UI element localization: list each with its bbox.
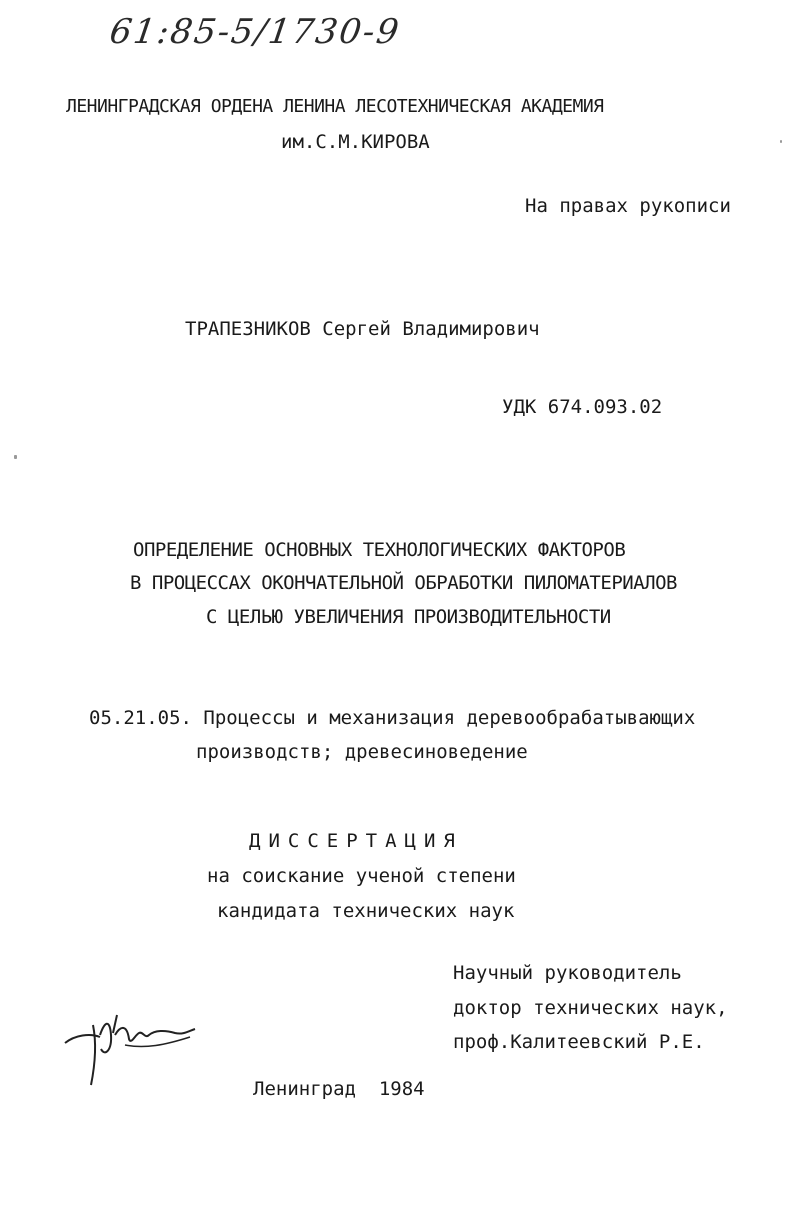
handwritten-signature [55, 1005, 205, 1094]
institution-named-after: им.С.М.КИРОВА [281, 131, 430, 153]
supervisor-role: Научный руководитель [453, 962, 682, 984]
supervisor-name: проф.Калитеевский Р.Е. [453, 1031, 705, 1053]
rights-note: На правах рукописи [525, 195, 731, 217]
document-type-heading: ДИССЕРТАЦИЯ [249, 830, 463, 852]
supervisor-degree: доктор технических наук, [453, 997, 728, 1019]
udc-code: УДК 674.093.02 [502, 396, 663, 418]
title-line-2: В ПРОЦЕССАХ ОКОНЧАТЕЛЬНОЙ ОБРАБОТКИ ПИЛОМАТЕРИАЛОВ [130, 572, 677, 594]
scan-speck [14, 455, 17, 459]
author-name: ТРАПЕЗНИКОВ Сергей Владимирович [185, 318, 540, 340]
place-and-year: Ленинград 1984 [253, 1078, 425, 1100]
title-line-1: ОПРЕДЕЛЕНИЕ ОСНОВНЫХ ТЕХНОЛОГИЧЕСКИХ ФАКТОРОВ [133, 539, 626, 561]
degree-line-1: на соискание ученой степени [207, 865, 516, 887]
specialty-line-2: производств; древесиноведение [196, 741, 528, 763]
specialty-line-1: 05.21.05. Процессы и механизация деревообрабатывающих [89, 707, 696, 729]
scan-speck [780, 140, 782, 143]
archive-number-handwritten: 61:85-5/1730-9 [107, 12, 404, 52]
institution-name: ЛЕНИНГРАДСКАЯ ОРДЕНА ЛЕНИНА ЛЕСОТЕХНИЧЕСКАЯ АКАДЕМИЯ [66, 96, 604, 117]
degree-line-2: кандидата технических наук [217, 900, 515, 922]
title-line-3: С ЦЕЛЬЮ УВЕЛИЧЕНИЯ ПРОИЗВОДИТЕЛЬНОСТИ [206, 606, 611, 628]
